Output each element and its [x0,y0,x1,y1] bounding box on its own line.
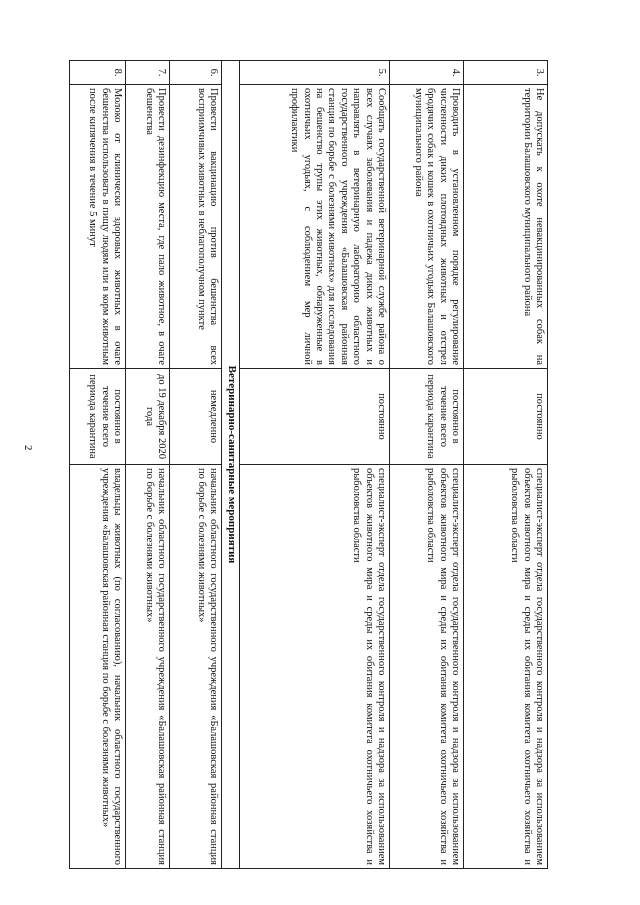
measure-description: Проводить в установленном порядке регулирование численности диких плотоядных животных и отстрел бродячих собак и кошек в охотничьих угодьях Балашовского муниципального района [390,85,464,369]
row-number: 7. [126,61,170,85]
measure-term: постоянно [240,369,390,465]
measure-description: Провести дезинфекцию места, где пало животное, в очаге бешенства [126,85,170,369]
measures-document [70,60,548,868]
measure-description: Не допускать к охоте невакцинированных собак на территории Балашовского муниципального района [464,85,548,369]
table-row [240,61,390,869]
section-row [222,61,240,869]
measure-term: постоянно в течение всего периода карантина [390,369,464,465]
table-row [70,61,126,869]
measure-responsible: начальник областного государственного учреждения «Балашовская районная станция по борьбе с болезнями животных» [126,465,170,869]
row-number: 8. [70,61,126,85]
measure-description: Молоко от клинически здоровых животных в очаге бешенства использовать в пищу людям или в корм животным после кипячения в течение 5 минут [70,85,126,369]
table-row [170,61,222,869]
measure-description: Сообщать государственной ветеринарной службе района о всех случаях заболевания и падежа диких животных и направлять в ветеринарную лабораторию областного государственного учреждения «Балашовская районная станция по борьбе с болезнями животных» для исследования на бешенство трупы этих животных, обнаруженные в охотничьих угодьях, с соблюдением мер личной профилактики [240,85,390,369]
row-number: 3. [464,61,548,85]
measures-table [69,60,548,869]
measure-description: Провести вакцинацию против бешенства всех восприимчивых животных в неблагополучном пункте [170,85,222,369]
row-number: 6. [170,61,222,85]
row-number: 4. [390,61,464,85]
measure-responsible: начальник областного государственного учреждения «Балашовская районная станция по борьбе с болезнями животных» [170,465,222,869]
table-row [390,61,464,869]
table-row [464,61,548,869]
row-number: 5. [240,61,390,85]
table-row [126,61,170,869]
section-title: Ветеринарно-санитарные мероприятия [222,61,240,869]
measure-responsible: специалист-эксперт отдела государственного контроля и надзора за использованием объектов животного мира и среды их обитания комитета охотничьего хозяйства и рыболовства области [390,465,464,869]
measure-term: постоянно [464,369,548,465]
measure-responsible: специалист-эксперт отдела государственного контроля и надзора за использованием объектов животного мира и среды их обитания комитета охотничьего хозяйства и рыболовства области [464,465,548,869]
page-number: 2 [22,445,34,451]
measure-term: до 19 декабря 2020 года [126,369,170,465]
measure-responsible: специалист-эксперт отдела государственного контроля и надзора за использованием объектов животного мира и среды их обитания комитета охотничьего хозяйства и рыболовства области [240,465,390,869]
measure-responsible: владельцы животных (по согласованию), начальник областного государственного учреждения «Балашовская районная станция по борьбе с болезнями животных» [70,465,126,869]
measure-term: немедленно [170,369,222,465]
measure-term: постоянно в течение всего периода карантина [70,369,126,465]
